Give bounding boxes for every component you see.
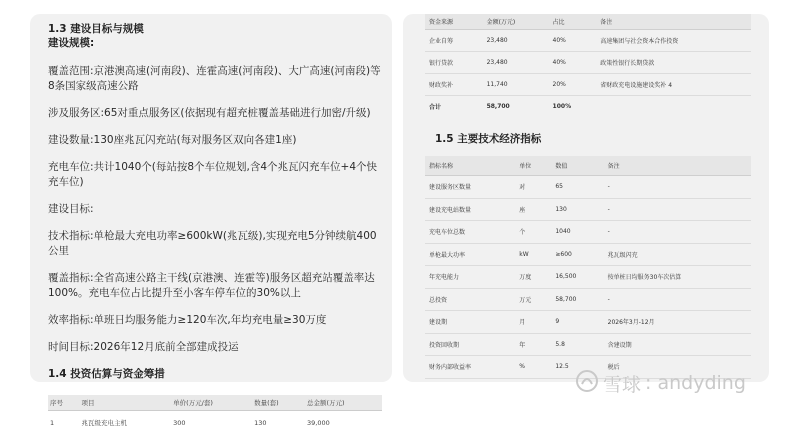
table-cell: 16,500 bbox=[551, 266, 603, 289]
table-cell: 财务内部收益率 bbox=[425, 356, 515, 379]
table-cell: 合计 bbox=[425, 96, 483, 118]
funding-table bbox=[425, 14, 751, 118]
table-row bbox=[425, 288, 751, 311]
table-cell: 按单桩日均服务30车次估算 bbox=[604, 266, 751, 289]
table-cell: 1040 bbox=[551, 221, 603, 244]
section-13-title: 1.3 建设目标与规模 bbox=[48, 22, 382, 36]
efficiency-target-text: 效率指标:单班日均服务能力≥120车次,年均充电量≥30万度 bbox=[48, 313, 382, 328]
goals-heading: 建设目标: bbox=[48, 202, 382, 217]
table-cell: 65 bbox=[551, 176, 603, 199]
xueqiu-watermark bbox=[575, 368, 746, 398]
table-cell: 130 bbox=[252, 411, 305, 430]
table-cell: - bbox=[604, 221, 751, 244]
table-cell: 含建设期 bbox=[604, 333, 751, 356]
table-cell: 单枪最大功率 bbox=[425, 243, 515, 266]
table-cell: 100% bbox=[549, 96, 597, 118]
table-cell: - bbox=[604, 288, 751, 311]
table-cell: 11,740 bbox=[483, 74, 549, 96]
table-row bbox=[425, 198, 751, 221]
table-header-cell: 指标名称 bbox=[425, 156, 515, 176]
table-cell: 政策性银行长期贷款 bbox=[596, 52, 751, 74]
table-cell: 300 bbox=[171, 411, 252, 430]
table-header-cell: 数值 bbox=[551, 156, 603, 176]
table-cell: 税后 bbox=[604, 356, 751, 379]
tech-table-body bbox=[425, 176, 751, 379]
coverage-text: 覆盖范围:京港澳高速(河南段)、连霍高速(河南段)、大广高速(河南段)等8条国家级高速公路 bbox=[48, 64, 382, 94]
table-cell: 财政奖补 bbox=[425, 74, 483, 96]
table-row bbox=[48, 411, 382, 430]
table-cell: 座 bbox=[515, 198, 551, 221]
table-cell: 万度 bbox=[515, 266, 551, 289]
table-cell: 39,000 bbox=[305, 411, 382, 430]
table-header-cell: 单价(万元/套) bbox=[171, 395, 252, 411]
table-cell: 建设期 bbox=[425, 311, 515, 334]
table-header-cell: 金额(万元) bbox=[483, 14, 549, 30]
table-cell bbox=[596, 96, 751, 118]
table-header-cell: 资金来源 bbox=[425, 14, 483, 30]
charging-spots-text: 充电车位:共计1040个(每站按8个车位规划,含4个兆瓦闪充车位+4个快充车位) bbox=[48, 160, 382, 190]
left-document-panel bbox=[30, 14, 392, 382]
table-header-cell: 总金额(万元) bbox=[305, 395, 382, 411]
table-cell: 省财政充电设施建设奖补 4 bbox=[596, 74, 751, 96]
table-header-cell: 备注 bbox=[604, 156, 751, 176]
table-cell: 银行贷款 bbox=[425, 52, 483, 74]
table-cell: 对 bbox=[515, 176, 551, 199]
table-header-cell: 占比 bbox=[549, 14, 597, 30]
table-cell: 1 bbox=[48, 411, 79, 430]
table-cell: 40% bbox=[549, 30, 597, 52]
tech-indicators-table bbox=[425, 156, 751, 379]
snowball-logo-icon bbox=[575, 369, 599, 398]
scale-heading: 建设规模: bbox=[48, 36, 382, 50]
table-cell: 建设服务区数量 bbox=[425, 176, 515, 199]
table-cell: 5.8 bbox=[551, 333, 603, 356]
table-cell: 充电车位总数 bbox=[425, 221, 515, 244]
table-cell: 万元 bbox=[515, 288, 551, 311]
table-cell: % bbox=[515, 356, 551, 379]
table-cell: 20% bbox=[549, 74, 597, 96]
table-cell: 年 bbox=[515, 333, 551, 356]
table-cell: 年充电能力 bbox=[425, 266, 515, 289]
table-cell: 高速集团与社会资本合作投资 bbox=[596, 30, 751, 52]
section-14-title: 1.4 投资估算与资金筹措 bbox=[48, 367, 382, 381]
table-cell: 12.5 bbox=[551, 356, 603, 379]
coverage-target-text: 覆盖指标:全省高速公路主干线(京港澳、连霍等)服务区超充站覆盖率达100%。充电车位占比提升至小客车停车位的30%以上 bbox=[48, 271, 382, 301]
table-cell: - bbox=[604, 198, 751, 221]
table-header-cell: 备注 bbox=[596, 14, 751, 30]
time-target-text: 时间目标:2026年12月底前全部建成投运 bbox=[48, 340, 382, 355]
table-row bbox=[425, 333, 751, 356]
investment-table bbox=[48, 395, 382, 430]
table-cell: 23,480 bbox=[483, 30, 549, 52]
table-cell: 个 bbox=[515, 221, 551, 244]
table-row bbox=[425, 176, 751, 199]
table-cell: kW bbox=[515, 243, 551, 266]
table-cell: 58,700 bbox=[483, 96, 549, 118]
table-cell: 月 bbox=[515, 311, 551, 334]
table-cell: 58,700 bbox=[551, 288, 603, 311]
table-total-row bbox=[425, 96, 751, 118]
build-count-text: 建设数量:130座兆瓦闪充站(每对服务区双向各建1座) bbox=[48, 133, 382, 148]
table-header-cell: 项目 bbox=[79, 395, 171, 411]
table-cell: 投资回收期 bbox=[425, 333, 515, 356]
table-header-cell: 数量(套) bbox=[252, 395, 305, 411]
table-cell: 2026年3月-12月 bbox=[604, 311, 751, 334]
table-cell: 兆瓦级闪充 bbox=[604, 243, 751, 266]
table-row bbox=[425, 52, 751, 74]
table-cell: 建设充电站数量 bbox=[425, 198, 515, 221]
table-cell: 130 bbox=[551, 198, 603, 221]
table-cell: 企业自筹 bbox=[425, 30, 483, 52]
table-header-row bbox=[425, 14, 751, 30]
table-row bbox=[425, 74, 751, 96]
table-cell: 9 bbox=[551, 311, 603, 334]
table-cell: ≥600 bbox=[551, 243, 603, 266]
watermark-handle: : andyding bbox=[645, 372, 746, 394]
table-row bbox=[425, 266, 751, 289]
table-cell: - bbox=[604, 176, 751, 199]
table-row bbox=[425, 311, 751, 334]
table-header-row bbox=[48, 395, 382, 411]
table-row bbox=[425, 30, 751, 52]
tech-target-text: 技术指标:单枪最大充电功率≥600kW(兆瓦级),实现充电5分钟续航400公里 bbox=[48, 229, 382, 259]
table-row bbox=[425, 243, 751, 266]
service-areas-text: 涉及服务区:65对重点服务区(依据现有超充桩覆盖基础进行加密/升级) bbox=[48, 106, 382, 121]
table-cell: 40% bbox=[549, 52, 597, 74]
table-header-row bbox=[425, 156, 751, 176]
watermark-brand: 雪球 bbox=[603, 370, 641, 397]
table-cell: 总投资 bbox=[425, 288, 515, 311]
table-cell: 23,480 bbox=[483, 52, 549, 74]
table-cell: 兆瓦级充电主机 bbox=[79, 411, 171, 430]
section-15-title: 1.5 主要技术经济指标 bbox=[435, 132, 751, 146]
right-document-panel bbox=[403, 14, 769, 382]
table-header-cell: 序号 bbox=[48, 395, 79, 411]
table-row bbox=[425, 221, 751, 244]
table-header-cell: 单位 bbox=[515, 156, 551, 176]
